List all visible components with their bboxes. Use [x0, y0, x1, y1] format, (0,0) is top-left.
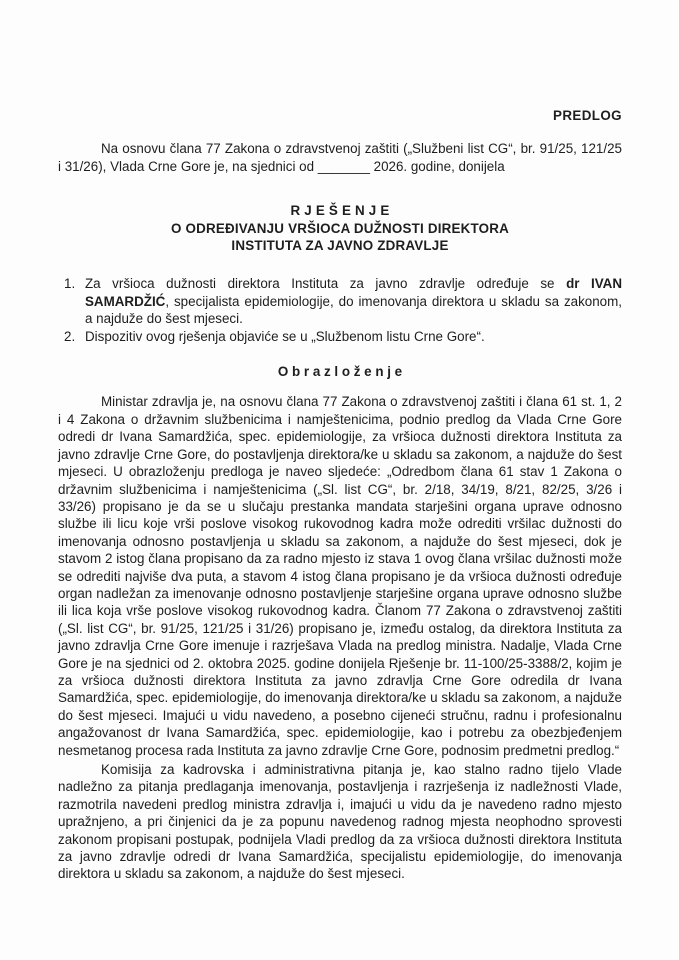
intro-paragraph: Na osnovu člana 77 Zakona o zdravstvenoj zaštiti („Službeni list CG“, br. 91/25, 121/25 i 31/26), Vlada Crne Gore je, na sjednici od _______ 2026. godine, donijela	[58, 141, 622, 174]
list-item-number: 1.	[64, 276, 76, 292]
list-item-text-post: , specijalista epidemiologije, do imenovanja direktora u skladu sa zakonom, a najduže do šest mjeseci.	[85, 293, 622, 327]
title-line-subject: O ODREĐIVANJU VRŠIOCA DUŽNOSTI DIREKTORA	[170, 220, 510, 236]
list-item	[58, 328, 622, 345]
list-item-number: 2.	[64, 328, 76, 344]
title-line-institution: INSTITUTA ZA JAVNO ZDRAVLJE	[231, 238, 449, 254]
title-line-rjesenje: R J E Š E N J E	[290, 203, 390, 219]
list-item	[58, 275, 622, 327]
title-block	[58, 202, 622, 254]
document-tag: PREDLOG	[552, 108, 622, 123]
explanation-paragraph-2: Komisija za kadrovska i administrativna pitanja je, kao stalno radno tijelo Vlade nadležno za pitanja predlaganja imenovanja, postavljenja i razrješenja iz nadležnosti Vlade, razmotrila navedeni predlog ministra zdravlja i, imajući u vidu da je navedeno radno mjesto upražnjeno, a pri činjenici da je za popunu navedenog radnog mjesta neophodno sprovesti zakonom propisani postupak, podnijela Vladi predlog da za vršioca dužnosti direktora Instituta za javno zdravlje odredi dr Ivana Samardžića, specijalistu epidemiologije, do imenovanja direktora u skladu sa zakonom, a najduže do šest mjeseci.	[58, 762, 622, 882]
list-item-text: Dispozitiv ovog rješenja objaviće se u „Službenom listu Crne Gore“.	[85, 328, 485, 344]
section-heading-obrazlozenje: O b r a z l o ž e n j e	[277, 364, 403, 380]
list-item-text-pre: Za vršioca dužnosti direktora Instituta za javno zdravlje određuje se	[85, 276, 567, 292]
decision-list	[58, 275, 622, 345]
explanation-paragraph-1: Ministar zdravlja je, na osnovu člana 77 Zakona o zdravstvenoj zaštiti i člana 61 st. 1, 2 i 4 Zakona o državnim službenicima i namještenicima, podnio predlog da Vlada Crne Gore odredi dr Ivana Samardžića, spec. epidemiologije, za vršioca dužnosti direktora Instituta za javno zdravlje Crne Gore, do postavljenja direktora/ke u skladu sa zakonom, a najduže do šest mjeseci. U obrazloženju predloga je naveo sljedeće: „Odredbom člana 61 stav 1 Zakona o državnim službenicima i namještenicima („Sl. list CG“, br. 2/18, 34/19, 8/21, 82/25, 3/26 i 33/26) propisano je da se u slučaju prestanka mandata starješini organa uprave odnosno službe ili licu koje vrši poslove visokog rukovodnog kadra može odrediti vršilac dužnosti do imenovanja odnosno postavljenja u skladu sa zakonom, a najduže do šest mjeseci, dok je stavom 2 istog člana propisano da za radno mjesto iz stava 1 ovog člana vršilac dužnosti može se odrediti najviše dva puta, a stavom 4 istog člana propisano je da vršioca dužnosti određuje organ nadležan za imenovanje odnosno postavljenje starješine organa uprave odnosno službe ili lica koja vrše poslove visokog rukovodnog kadra. Članom 77 Zakona o zdravstvenoj zaštiti („Sl. list CG“, br. 91/25, 121/25 i 31/26) propisano je, između ostalog, da direktora Instituta za javno zdravlja Crne Gore imenuje i razrješava Vlada na predlog ministra. Nadalje, Vlada Crne Gore je na sjednici od 2. oktobra 2025. godine donijela Rješenje br. 11-100/25-3388/2, kojim je za vršioca dužnosti direktora Instituta za javno zdravlja Crne Gore odredila dr Ivana Samardžića, spec. epidemiologije, do imenovanja direktora/ke u skladu sa zakonom, a najduže do šest mjeseci. Imajući u vidu navedeno, a posebno cijeneći stručnu, radnu i profesionalnu angažovanost dr Ivana Samardžića, spec. epidemiologije, kao i potrebu za obezbjeđenjem nesmetanog procesa rada Instituta za javno zdravlje Crne Gore, podnosim predmetni predlog.“	[58, 394, 622, 758]
appointee-name: dr IVAN SAMARDŽIĆ	[85, 276, 623, 309]
